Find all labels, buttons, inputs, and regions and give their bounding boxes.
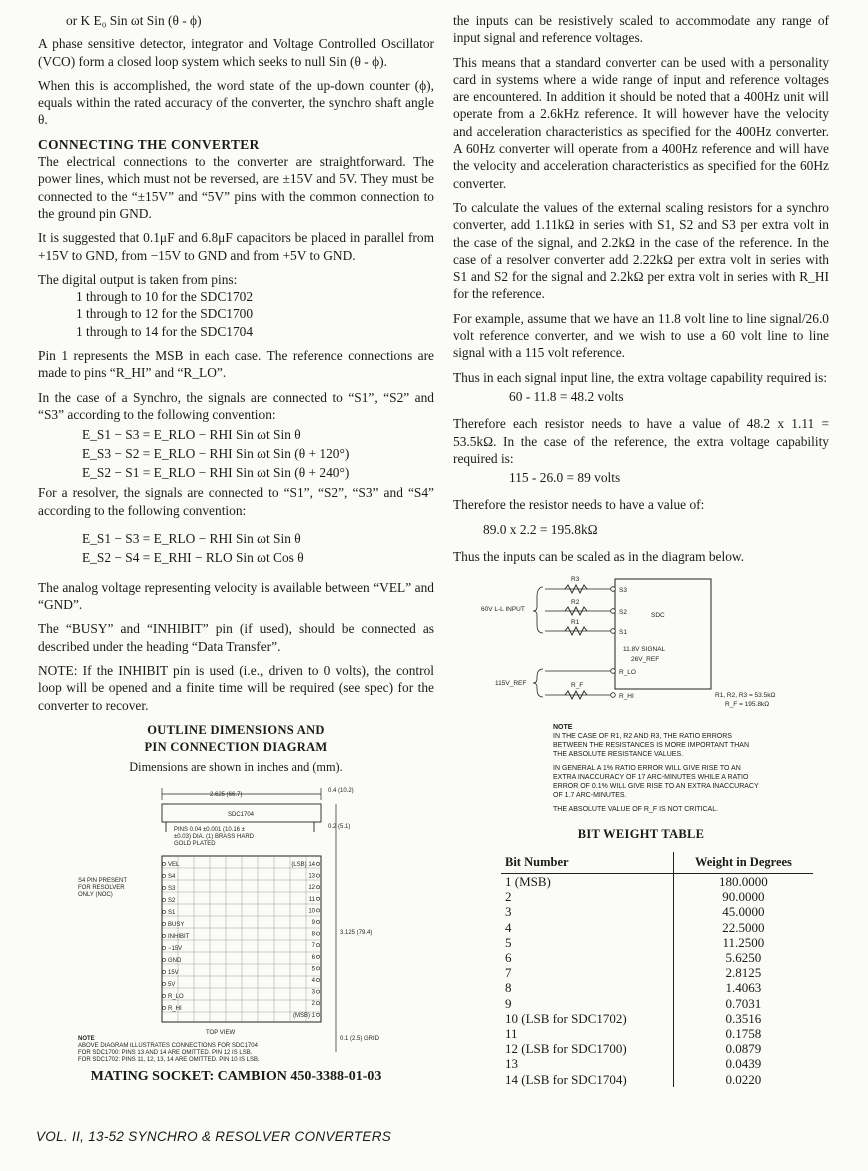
paragraph: A phase sensitive detector, integrator and Voltage Controlled Oscillator (VCO) form a closed loop system which seeks to null Sin (θ - ϕ). bbox=[38, 36, 434, 69]
paragraph: NOTE: If the INHIBIT pin is used (i.e., driven to 0 volts), the control loop will be opened and a finite time will be required (see spec) for the converter to recover. bbox=[38, 663, 434, 713]
pins-note: ±0.03) DIA. (1) BRASS HARD bbox=[174, 833, 254, 840]
intro-equation: or K E₀ Sin ωt Sin (θ - ϕ) bbox=[66, 13, 202, 28]
paragraph: It is suggested that 0.1μF and 6.8μF capacitors be placed in parallel from +15V to GND, from −15V to GND and from +5V to GND. bbox=[38, 230, 434, 263]
diagram-note-heading: NOTE bbox=[78, 1035, 95, 1042]
resistor-values: R1, R2, R3 = 53.5kΩ bbox=[715, 692, 776, 700]
pins-note: PINS 0.04 ±0.001 (10.16 ± bbox=[174, 826, 245, 833]
part-label: SDC1704 bbox=[228, 811, 255, 818]
resolver-equation: E_S1 − S3 = E_RLO − RHI Sin ωt Sin θ bbox=[82, 530, 301, 546]
section-heading: CONNECTING THE CONVERTER bbox=[38, 136, 260, 152]
pin-marker bbox=[316, 932, 319, 935]
bit-number: 9 bbox=[505, 995, 512, 1011]
pin-marker bbox=[316, 978, 319, 981]
pin-label-left: R_LO bbox=[168, 993, 184, 1000]
paragraph: For a resolver, the signals are connected to “S1”, “S2”, “S3” and “S4” according to the following convention: bbox=[38, 485, 434, 518]
paragraph: Thus the inputs can be scaled as in the diagram below. bbox=[453, 549, 745, 565]
bit-number: 3 bbox=[505, 904, 512, 920]
paragraph: To calculate the values of the external scaling resistors for a synchro converter, add 1.11kΩ in series with S1, S2 and S3 per extra volt in the case of the signal, and 2.2kΩ in the case of the reference. In the case of a resolver converter add 2.22kΩ per extra volt in series with S1 and S2 for the signal and 2.2kΩ per extra volt in series with R_HI for the reference. bbox=[453, 199, 829, 302]
table-row bbox=[501, 1011, 813, 1026]
pin-marker bbox=[162, 934, 165, 937]
pin-label-left: S4 bbox=[168, 873, 176, 880]
weight-degrees: 0.0439 bbox=[673, 1056, 813, 1071]
pin-line: 1 through to 10 for the SDC1702 bbox=[76, 289, 254, 305]
weight-degrees: 0.0879 bbox=[673, 1041, 813, 1056]
pin-marker bbox=[316, 909, 319, 912]
dim-top-label: 2.625 (66.7) bbox=[210, 791, 243, 798]
note-line: IN GENERAL A 1% RATIO ERROR WILL GIVE RISE TO AN EXTRA INACCURACY OF 17 ARC-MINUTES WHILE A RATIO ERROR OF 0.1% WILL GIVE RISE TO AN EXTRA INACCURACY OF 1.7 ARC-MINUTES. bbox=[553, 765, 759, 800]
diagram-note-line: FOR SDC1700: PINS 13 AND 14 ARE OMITTED. PIN 12 IS LSB. bbox=[78, 1049, 253, 1056]
paragraph: In the case of a Synchro, the signals are connected to “S1”, “S2” and “S3” according to the following convention: bbox=[38, 389, 434, 422]
paragraph: the inputs can be resistively scaled to accommodate any range of input signal and reference voltages. bbox=[453, 13, 829, 46]
pin-marker bbox=[162, 994, 165, 997]
pins-note: GOLD PLATED bbox=[174, 840, 216, 847]
pin-label-left: INHIBIT bbox=[168, 933, 190, 940]
resolver-equation: E_S2 − S4 = E_RHI − RLO Sin ωt Cos θ bbox=[82, 549, 304, 565]
pin-label-right: 12 bbox=[308, 884, 315, 891]
weight-degrees: 90.0000 bbox=[673, 889, 813, 904]
bit-number: 10 (LSB for SDC1702) bbox=[505, 1010, 627, 1026]
outline-heading: OUTLINE DIMENSIONS AND bbox=[147, 722, 325, 737]
pin-marker bbox=[162, 958, 165, 961]
bit-number: 2 bbox=[505, 889, 512, 905]
pin-label-left: 5V bbox=[168, 981, 176, 988]
pin-marker bbox=[316, 943, 319, 946]
bit-number: 11 bbox=[505, 1025, 518, 1041]
paragraph: Pin 1 represents the MSB in each case. The reference connections are made to pins “R_HI” and “R_LO”. bbox=[38, 348, 434, 381]
weight-degrees: 45.0000 bbox=[673, 904, 813, 919]
paragraph: For example, assume that we have an 11.8 volt line to line signal/26.0 volt reference converter, and we wish to use a 60 volt line to line signal with a 115 volt reference. bbox=[453, 310, 829, 361]
outline-heading: PIN CONNECTION DIAGRAM bbox=[144, 740, 328, 755]
paragraph: The analog voltage representing velocity is available between “VEL” and “GND”. bbox=[38, 579, 434, 613]
synchro-equation: E_S3 − S2 = E_RLO − RHI Sin ωt Sin (θ + 120°) bbox=[82, 446, 350, 462]
bit-number: 12 (LSB for SDC1700) bbox=[505, 1041, 627, 1057]
paragraph: Therefore each resistor needs to have a value of 48.2 x 1.11 = 53.5kΩ. In the case of the reference, the extra voltage capability required is: bbox=[453, 416, 829, 466]
calc-line: 115 - 26.0 = 89 volts bbox=[509, 470, 621, 486]
pin-marker bbox=[316, 874, 319, 877]
pin-marker bbox=[316, 885, 319, 888]
pin-line: 1 through to 12 for the SDC1700 bbox=[76, 306, 254, 322]
s4-note: FOR RESOLVER bbox=[78, 884, 125, 891]
paragraph: The digital output is taken from pins: bbox=[38, 271, 238, 287]
pin-marker bbox=[162, 982, 165, 985]
bit-weight-table bbox=[501, 852, 813, 1087]
pin-marker bbox=[316, 990, 319, 993]
note-line: THE ABSOLUTE VALUE OF R_F IS NOT CRITICAL. bbox=[553, 806, 719, 814]
input-label: 60V L-L INPUT bbox=[481, 606, 525, 614]
page-footer: VOL. II, 13-52 SYNCHRO & RESOLVER CONVERTERS bbox=[36, 1129, 392, 1144]
weight-degrees: 22.5000 bbox=[673, 920, 813, 935]
pin-marker bbox=[162, 922, 165, 925]
weight-degrees: 0.3516 bbox=[673, 1011, 813, 1026]
pin-marker bbox=[316, 920, 319, 923]
weight-degrees: 1.4063 bbox=[673, 980, 813, 995]
bit-number: 4 bbox=[505, 919, 512, 935]
pin-label-right: 4 bbox=[311, 977, 315, 984]
pin-label-right: 3 bbox=[311, 989, 315, 996]
s3-pin: S3 bbox=[619, 587, 627, 595]
pin-marker bbox=[316, 1013, 319, 1016]
pin-marker bbox=[162, 862, 165, 865]
pin-label-left: VEL bbox=[168, 861, 180, 868]
table-row bbox=[501, 1072, 813, 1087]
pin-label-left: R_HI bbox=[168, 1005, 182, 1012]
dim-pin-label: 0.2 (5.1) bbox=[328, 823, 351, 830]
grid-label: 0.1 (2.5) GRID bbox=[340, 1035, 380, 1042]
pin-marker bbox=[162, 946, 165, 949]
pin-marker bbox=[162, 970, 165, 973]
note-heading: NOTE bbox=[553, 724, 573, 732]
resistor-values: R_F = 195.8kΩ bbox=[725, 701, 770, 709]
s4-note: S4 PIN PRESENT bbox=[78, 877, 128, 884]
pin-marker bbox=[316, 862, 319, 865]
left-column bbox=[38, 0, 434, 1092]
bit-number: 13 bbox=[505, 1056, 518, 1072]
pin-marker bbox=[316, 1001, 319, 1004]
bit-number: 5 bbox=[505, 934, 512, 950]
pin-label-right: 7 bbox=[311, 942, 315, 949]
r2-label: R2 bbox=[571, 599, 580, 607]
pin-label-right: 13 bbox=[308, 873, 315, 880]
table-row bbox=[501, 1026, 813, 1041]
table-row bbox=[501, 950, 813, 965]
synchro-equation: E_S1 − S3 = E_RLO − RHI Sin ωt Sin θ bbox=[82, 427, 301, 443]
calc-line: 89.0 x 2.2 = 195.8kΩ bbox=[483, 521, 598, 537]
table-row bbox=[501, 980, 813, 995]
table-header: Bit Number bbox=[501, 852, 673, 874]
pin-marker bbox=[162, 874, 165, 877]
pin-label-right: (MSB) 1 bbox=[292, 1012, 315, 1019]
dimensions-note: Dimensions are shown in inches and (mm). bbox=[129, 759, 343, 774]
pin-marker bbox=[162, 886, 165, 889]
table-row bbox=[501, 873, 813, 889]
weight-degrees: 180.0000 bbox=[673, 873, 813, 889]
dim-side-label: 0.4 (10.2) bbox=[328, 787, 354, 794]
rhi-pin: R_HI bbox=[619, 693, 634, 701]
rf-label: R_F bbox=[571, 682, 584, 690]
bit-number: 6 bbox=[505, 949, 512, 965]
pin-label-right: 2 bbox=[311, 1000, 315, 1007]
r3-label: R3 bbox=[571, 576, 580, 584]
pin-marker bbox=[162, 910, 165, 913]
table-row bbox=[501, 1041, 813, 1056]
s2-pin: S2 bbox=[619, 609, 627, 617]
table-header: Weight in Degrees bbox=[673, 852, 813, 874]
pin-marker bbox=[162, 1006, 165, 1009]
pin-label-right: (LSB) 14 bbox=[291, 861, 315, 868]
pin-label-right: 8 bbox=[311, 931, 315, 938]
signal-label: 26V_REF bbox=[631, 656, 660, 664]
paragraph: The “BUSY” and “INHIBIT” pin (if used), should be connected as described under the heading “Data Transfer”. bbox=[38, 621, 434, 654]
sdc-label: SDC bbox=[651, 612, 665, 620]
pin-label-right: 9 bbox=[311, 919, 315, 926]
pin-label-right: 11 bbox=[308, 896, 315, 903]
s4-note: ONLY (NOC) bbox=[78, 891, 113, 898]
pin-label-right: 6 bbox=[311, 954, 315, 961]
table-row bbox=[501, 904, 813, 919]
mating-socket: MATING SOCKET: CAMBION 450-3388-01-03 bbox=[90, 1068, 382, 1084]
paragraph: This means that a standard converter can be used with a personality card in systems where a wide range of input and reference voltages are encountered. In addition it should be noted that a 400Hz unit will operate from a 2.6kHz reference. It will however have the velocity and acceleration characteristics as specified for the 400Hz converter. A 60Hz converter will operate from a 400Hz reference and will have the velocity and acceleration characteristics as specified for the 60Hz converter. bbox=[453, 54, 829, 191]
paragraph: When this is accomplished, the word state of the up-down counter (ϕ), equals within the rated accuracy of the converter, the synchro shaft angle θ. bbox=[38, 77, 434, 128]
paragraph: Therefore the resistor needs to have a value of: bbox=[453, 497, 705, 513]
weight-degrees: 0.1758 bbox=[673, 1026, 813, 1041]
pin-line: 1 through to 14 for the SDC1704 bbox=[76, 323, 254, 339]
diagram-note-line: ABOVE DIAGRAM ILLUSTRATES CONNECTIONS FOR SDC1704 bbox=[78, 1042, 258, 1049]
pin-label-left: 15V bbox=[168, 969, 179, 976]
synchro-equation: E_S2 − S1 = E_RLO − RHI Sin ωt Sin (θ + 240°) bbox=[82, 465, 350, 481]
bit-number: 1 (MSB) bbox=[505, 873, 551, 889]
right-column bbox=[453, 0, 829, 1087]
pin-label-left: S1 bbox=[168, 909, 176, 916]
vref-label: 115V_REF bbox=[495, 680, 527, 688]
calc-line: 60 - 11.8 = 48.2 volts bbox=[509, 388, 624, 404]
top-view-label: TOP VIEW bbox=[206, 1029, 236, 1036]
table-row bbox=[501, 935, 813, 950]
bit-number: 14 (LSB for SDC1704) bbox=[505, 1071, 627, 1087]
rlo-pin: R_LO bbox=[619, 669, 636, 677]
table-title: BIT WEIGHT TABLE bbox=[577, 827, 705, 842]
pin-marker bbox=[316, 967, 319, 970]
pin-label-left: BUSY bbox=[168, 921, 185, 928]
pin-label-left: S3 bbox=[168, 885, 176, 892]
r1-label: R1 bbox=[571, 619, 580, 627]
pin-label-right: 10 bbox=[308, 908, 315, 915]
weight-degrees: 5.6250 bbox=[673, 950, 813, 965]
signal-label: 11.8V SIGNAL bbox=[623, 646, 666, 654]
table-row bbox=[501, 889, 813, 904]
pin-marker bbox=[316, 955, 319, 958]
pin-label-left: −15V bbox=[168, 945, 183, 952]
diagram-note-line: FOR SDC1702: PINS 11, 12, 13, 14 ARE OMITTED. PIN 10 IS LSB. bbox=[78, 1056, 260, 1062]
weight-degrees: 2.8125 bbox=[673, 965, 813, 980]
weight-degrees: 0.7031 bbox=[673, 996, 813, 1011]
paragraph: Thus in each signal input line, the extra voltage capability required is: bbox=[453, 369, 828, 385]
bit-number: 7 bbox=[505, 965, 512, 981]
pin-label-left: S2 bbox=[168, 897, 176, 904]
pin-label-right: 5 bbox=[311, 966, 315, 973]
table-row bbox=[501, 1056, 813, 1071]
table-row bbox=[501, 996, 813, 1011]
note-line: IN THE CASE OF R1, R2 AND R3, THE RATIO ERRORS BETWEEN THE RESISTANCES IS MORE IMPORTANT THAN THE ABSOLUTE RESISTANCE VALUES. bbox=[553, 733, 750, 759]
pin-marker bbox=[316, 897, 319, 900]
pin-label-left: GND bbox=[168, 957, 182, 964]
weight-degrees: 11.2500 bbox=[673, 935, 813, 950]
pin-connection-diagram bbox=[38, 782, 434, 1062]
bit-number: 8 bbox=[505, 980, 512, 996]
paragraph: The electrical connections to the converter are straightforward. The power lines, which must not be reversed, are ±15V and 5V. They must be connected to the “±15V” and “5V” pins with the common connection to the ground pin GND. bbox=[38, 154, 434, 221]
weight-degrees: 0.0220 bbox=[673, 1072, 813, 1087]
s1-pin: S1 bbox=[619, 629, 627, 637]
pin-marker bbox=[162, 898, 165, 901]
table-row bbox=[501, 965, 813, 980]
schematic-note bbox=[553, 723, 763, 814]
dim-height-label: 3.125 (79.4) bbox=[340, 929, 373, 936]
table-row bbox=[501, 920, 813, 935]
